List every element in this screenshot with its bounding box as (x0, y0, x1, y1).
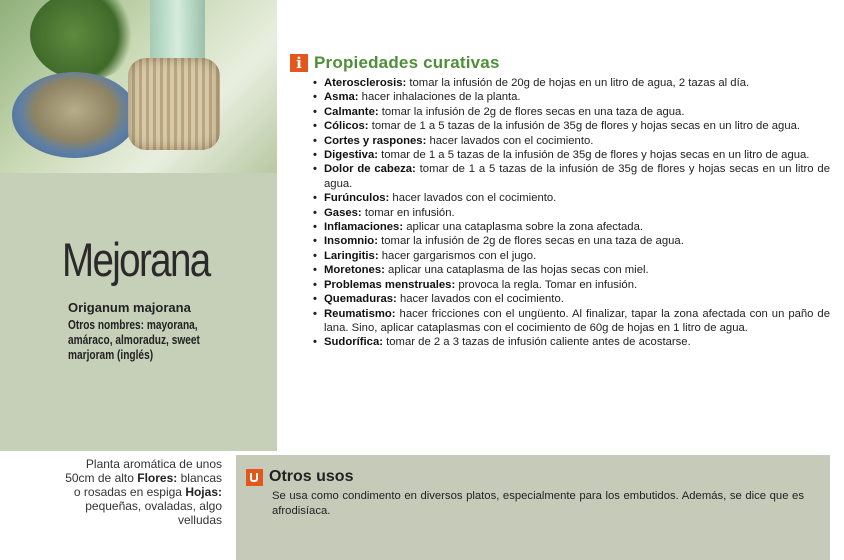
other-uses-text: Se usa como condimento en diversos platos, especialmente para los embutidos. Además, se dice que es afrodisíaca. (272, 490, 804, 517)
flores-label: Flores: (137, 471, 178, 485)
property-text: hacer lavados con el cocimiento. (399, 293, 564, 306)
property-term: Inflamaciones: (324, 221, 404, 234)
property-term: Sudorífica: (324, 336, 383, 349)
property-item (312, 148, 830, 162)
bowl-of-dried-herbs-image (12, 72, 137, 158)
property-term: Aterosclerosis: (324, 77, 407, 89)
property-item (312, 220, 830, 234)
page-title: Mejorana (62, 233, 210, 286)
property-term: Digestiva: (324, 149, 378, 162)
property-text: tomar de 2 a 3 tazas de infusión caliente antes de acostarse. (386, 336, 691, 349)
property-term: Problemas menstruales: (324, 278, 456, 291)
property-term: Calmante: (324, 105, 379, 118)
hojas-text: pequeñas, ovaladas, algo velludas (85, 499, 222, 527)
other-names: Otros nombres: mayorana, amáraco, almoraduz, sweet marjoram (inglés) (68, 317, 200, 362)
flores-text: blancas o rosadas en espiga (73, 471, 222, 499)
property-text: aplicar una cataplasma sobre la zona afectada. (406, 221, 644, 234)
properties-heading: Propiedades curativas (314, 53, 500, 72)
property-item (312, 234, 830, 248)
property-item (312, 76, 830, 90)
properties-list (312, 76, 830, 350)
herb-photo (0, 0, 277, 173)
property-term: Moretones: (324, 264, 385, 277)
mortar-icon (246, 469, 263, 486)
property-text: tomar de 1 a 5 tazas de la infusión de 35g de flores y hojas secas en un litro de agua. (324, 163, 830, 190)
property-item (312, 292, 830, 306)
property-item (312, 119, 830, 133)
property-text: hacer gargarismos con el jugo. (381, 249, 537, 262)
property-item (312, 105, 830, 119)
property-text: tomar de 1 a 5 tazas de la infusión de 35g de flores y hojas secas en un litro de agua. (371, 120, 801, 133)
marjoram-leaves-image (30, 0, 140, 80)
hojas-label: Hojas: (185, 485, 222, 499)
property-term: Laringitis: (324, 249, 379, 262)
latin-name: Origanum majorana (68, 300, 191, 315)
woven-basket-image (128, 58, 220, 150)
property-item (312, 278, 830, 292)
property-term: Asma: (324, 91, 359, 104)
property-item (312, 249, 830, 263)
property-text: hacer inhalaciones de la planta. (361, 91, 521, 104)
property-item (312, 206, 830, 220)
property-text: hacer lavados con el cocimiento. (392, 192, 557, 205)
property-text: tomar de 1 a 5 tazas de la infusión de 35g de flores y hojas secas en un litro de agua. (381, 149, 810, 162)
property-text: provoca la regla. Tomar en infusión. (458, 278, 638, 291)
property-term: Cólicos: (324, 120, 369, 133)
property-item (312, 191, 830, 205)
property-item (312, 335, 830, 349)
property-term: Insomnio: (324, 235, 378, 248)
property-text: tomar la infusión de 2g de flores secas en una taza de agua. (381, 235, 684, 248)
property-item (312, 263, 830, 277)
property-text: tomar la infusión de 20g de hojas en un litro de agua, 2 tazas al día. (409, 77, 750, 89)
property-item (312, 90, 830, 104)
property-text: hacer lavados con el cocimiento. (429, 134, 594, 147)
other-uses-box (236, 455, 830, 560)
property-term: Quemaduras: (324, 293, 397, 306)
property-text: tomar en infusión. (364, 206, 455, 219)
property-term: Dolor de cabeza: (324, 163, 416, 176)
property-term: Cortes y raspones: (324, 134, 427, 147)
property-text: tomar la infusión de 2g de flores secas en una taza de agua. (381, 105, 685, 118)
property-term: Reumatismo: (324, 307, 396, 320)
other-uses-heading: Otros usos (269, 468, 354, 485)
plant-description (60, 457, 222, 527)
other-uses-header (246, 468, 353, 486)
property-item (312, 307, 830, 336)
properties-header (290, 53, 500, 73)
property-term: Gases: (324, 206, 362, 219)
property-text: aplicar una cataplasma de las hojas secas con miel. (388, 264, 649, 277)
description-intro: Planta aromática de unos 50cm de alto (65, 457, 222, 485)
info-icon: i (290, 54, 308, 72)
property-text: hacer fricciones con el ungüento. Al finalizar, tapar la zona afectada con un paño de lana. Sino, aplicar cataplasmas con el cocimiento de 60g de hojas en 1 litro de agua. (324, 307, 830, 334)
property-item (312, 134, 830, 148)
property-term: Furúnculos: (324, 192, 390, 205)
property-item (312, 162, 830, 191)
